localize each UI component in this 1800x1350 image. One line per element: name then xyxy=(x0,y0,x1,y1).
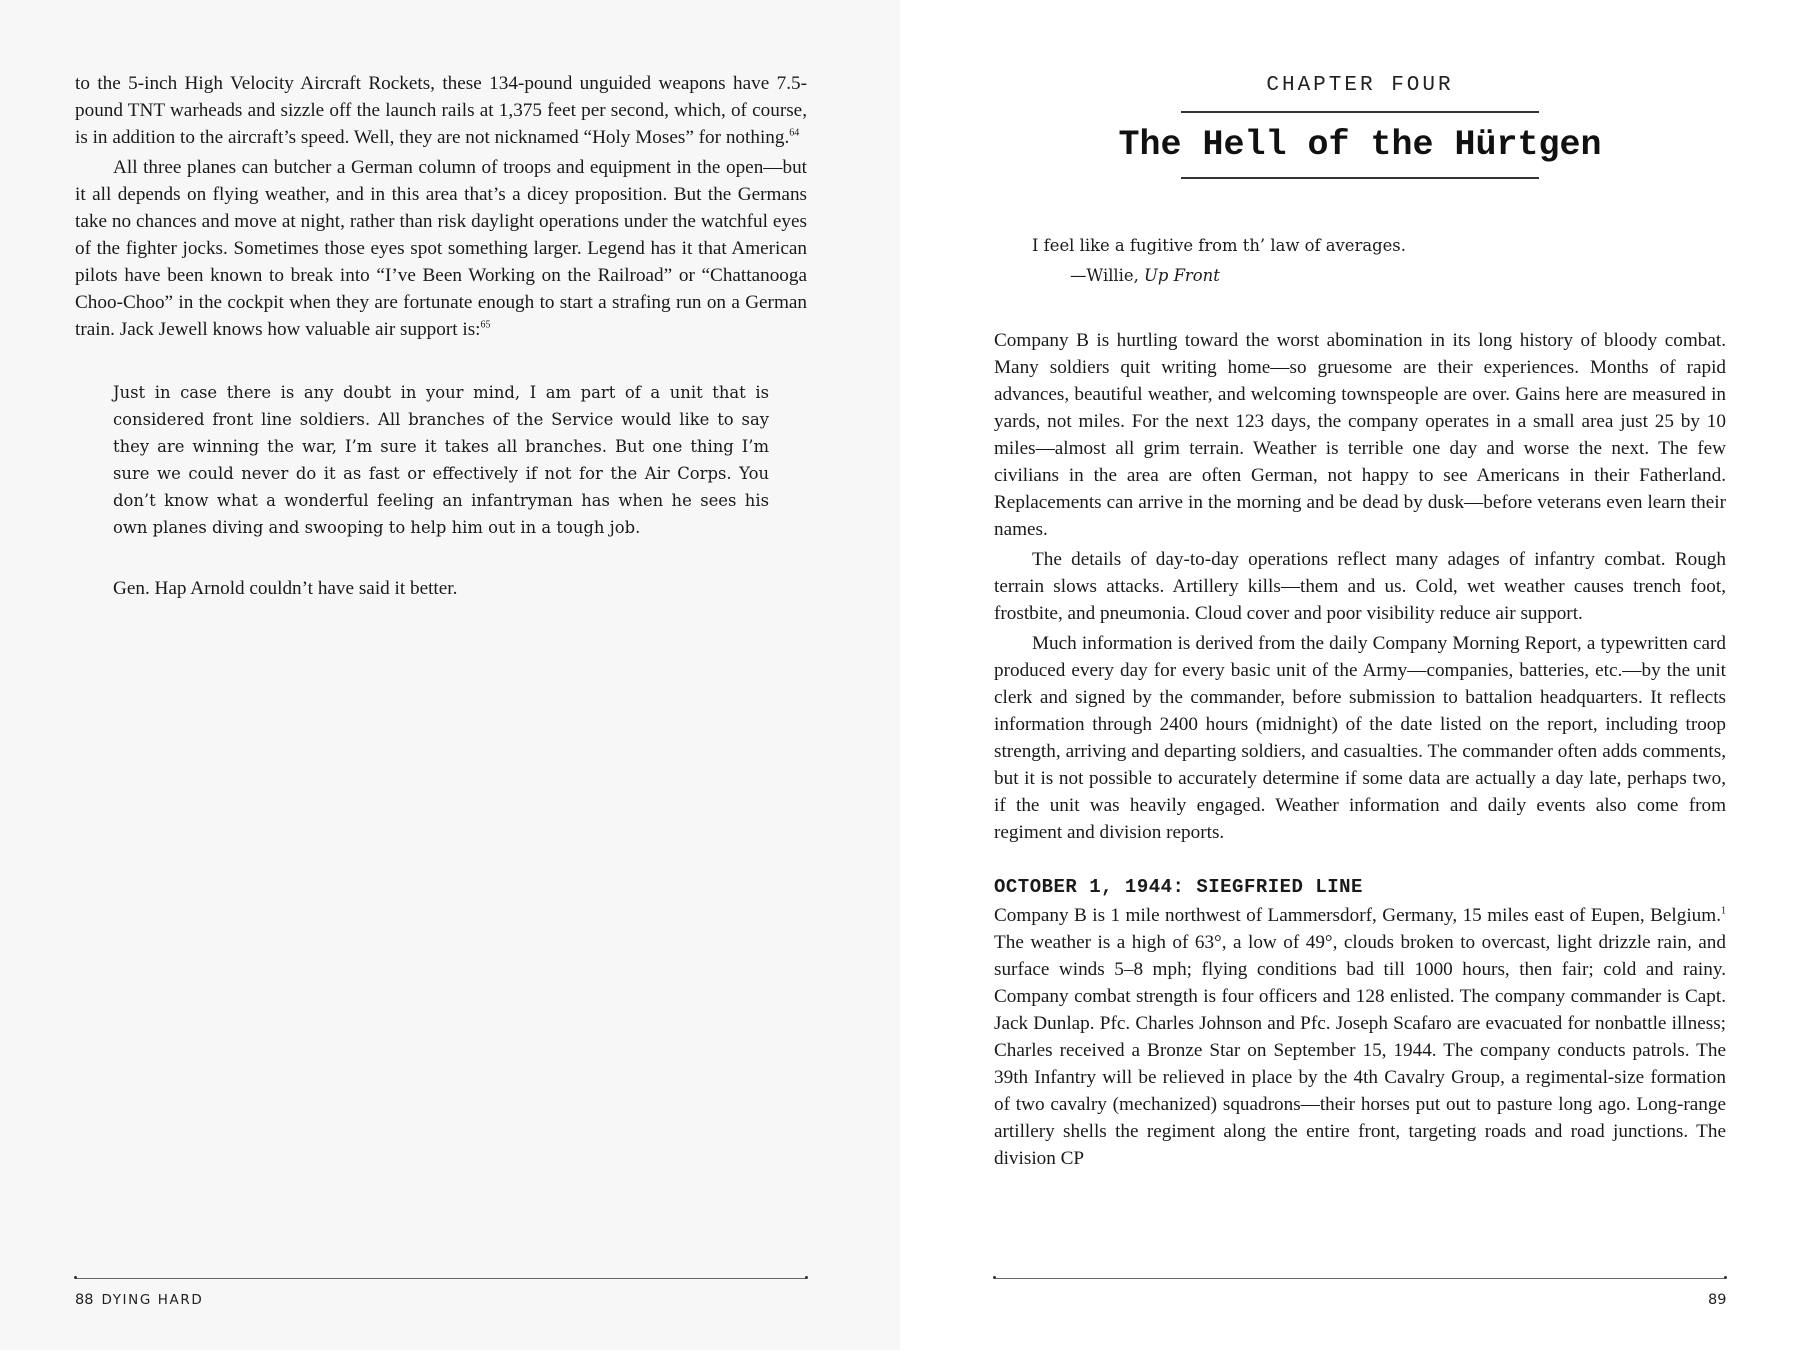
running-head: DYING HARD xyxy=(101,1292,204,1308)
epigraph-source-title: Up Front xyxy=(1144,266,1220,285)
epigraph xyxy=(1032,231,1726,291)
chapter-rule-bottom xyxy=(1181,177,1539,179)
right-page xyxy=(900,0,1800,1350)
after-quote-text: Gen. Hap Arnold couldn’t have said it better. xyxy=(113,578,458,599)
endnote-64: 64 xyxy=(789,127,800,139)
chapter-title: The Hell of the Hürtgen xyxy=(1118,125,1602,165)
after-quote xyxy=(113,575,769,602)
chapter-label: CHAPTER FOUR xyxy=(1266,74,1454,97)
right-paragraph-1: Company B is hurtling toward the worst abomination in its long history of bloody combat. Many soldiers quit writing home—so gruesome are their experiences. Months of rapid advances, beautiful weather, and welcoming townspeople are over. Gains here are measured in yards, not miles. For the next 123 days, the company operates in a small area just 25 by 10 miles—almost all grim terrain. Weather is terrible one day and worse the next. The few civilians in the area are often German, not happy to see Americans in their Fatherland. Replacements can arrive in the morning and be dead by dusk—before veterans even learn their names. xyxy=(994,330,1726,540)
section-heading: OCTOBER 1, 1944: SIEGFRIED LINE xyxy=(994,876,1363,898)
left-paragraph-1: to the 5-inch High Velocity Aircraft Rockets, these 134-pound unguided weapons have 7.5-pound TNT warheads and sizzle off the launch rails at 1,375 feet per second, which, of course, is in addition to the aircraft’s speed. Well, they are not nicknamed “Holy Moses” for nothing.$^{64}$ xyxy=(75,73,807,148)
endnote-65: 65 xyxy=(480,319,491,331)
block-quote-text: Just in case there is any doubt in your mind, I am part of a unit that is considered front line soldiers. All branches of the Service would like to say they are winning the war, I’m sure it takes all branches. But one thing I’m sure we could never do it as fast or effectively if not for the Air Corps. You don’t know what a wonderful feeling an infantryman has when he sees his own planes diving and swooping to help him out in a tough job. xyxy=(113,383,769,537)
section-paragraph: Company B is 1 mile northwest of Lammersdorf, Germany, 15 miles east of Eupen, Belgium.$^1$ The weather is a high of 63°, a low of 49°, clouds broken to overcast, light drizzle rain, and surface winds 5–8 mph; flying conditions bad till 1000 hours, then fair; cold and rainy. Company combat strength is four officers and 128 enlisted. The company commander is Capt. Jack Dunlap. Pfc. Charles Johnson and Pfc. Joseph Scafaro are evacuated for nonbattle illness; Charles received a Bronze Star on September 15, 1944. The company conducts patrols. The 39th Infantry will be relieved in place by the 4th Cavalry Group, a regimental-size formation of two cavalry (mechanized) squadrons—their horses put out to pasture long ago. Long-range artillery shells the regiment along the entire front, targeting roads and road junctions. The division CP xyxy=(994,905,1726,1169)
left-paragraph-2: All three planes can butcher a German column of troops and equipment in the open—but it all depends on flying weather, and in this area that’s a dicey proposition. But the Germans take no chances and move at night, rather than risk daylight operations under the watchful eyes of the fighter jocks. Sometimes those eyes spot something larger. Legend has it that American pilots have been known to break into “I’ve Been Working on the Railroad” or “Chattanooga Choo-Choo” in the cockpit when they are fortunate enough to start a strafing run on a German train. Jack Jewell knows how valuable air support is:$^{65}$ xyxy=(75,157,807,340)
epigraph-quote: I feel like a fugitive from th’ law of averages. xyxy=(1032,236,1406,255)
right-paragraph-3: Much information is derived from the daily Company Morning Report, a typewritten card produced every day for every basic unit of the Army—companies, batteries, etc.—by the unit clerk and signed by the commander, before submission to battalion headquarters. It reflects information through 2400 hours (midnight) of the date listed on the report, including troop strength, arriving and departing soldiers, and casualties. The commander often adds comments, but it is not possible to accurately determine if some data are actually a day late, perhaps two, if the unit was heavily engaged. Weather information and daily events also come from regiment and division reports. xyxy=(994,633,1726,843)
right-page-number: 89 xyxy=(1708,1292,1727,1308)
block-quote xyxy=(113,379,769,541)
right-text-column xyxy=(994,70,1726,1172)
right-paragraph-2: The details of day-to-day operations reflect many adages of infantry combat. Rough terrain slows attacks. Artillery kills—them and us. Cold, wet weather causes trench foot, frostbite, and pneumonia. Cloud cover and poor visibility reduce air support. xyxy=(994,549,1726,624)
left-footer xyxy=(75,1292,203,1308)
chapter-body xyxy=(994,327,1726,846)
left-text-column xyxy=(75,70,807,602)
left-footer-rule xyxy=(75,1278,807,1279)
endnote-1: 1 xyxy=(1721,905,1726,917)
right-footer-rule xyxy=(994,1278,1726,1279)
chapter-rule-top xyxy=(1181,111,1539,113)
left-page-number: 88 xyxy=(75,1292,94,1308)
epigraph-source: —Willie, Up Front xyxy=(1070,266,1220,285)
